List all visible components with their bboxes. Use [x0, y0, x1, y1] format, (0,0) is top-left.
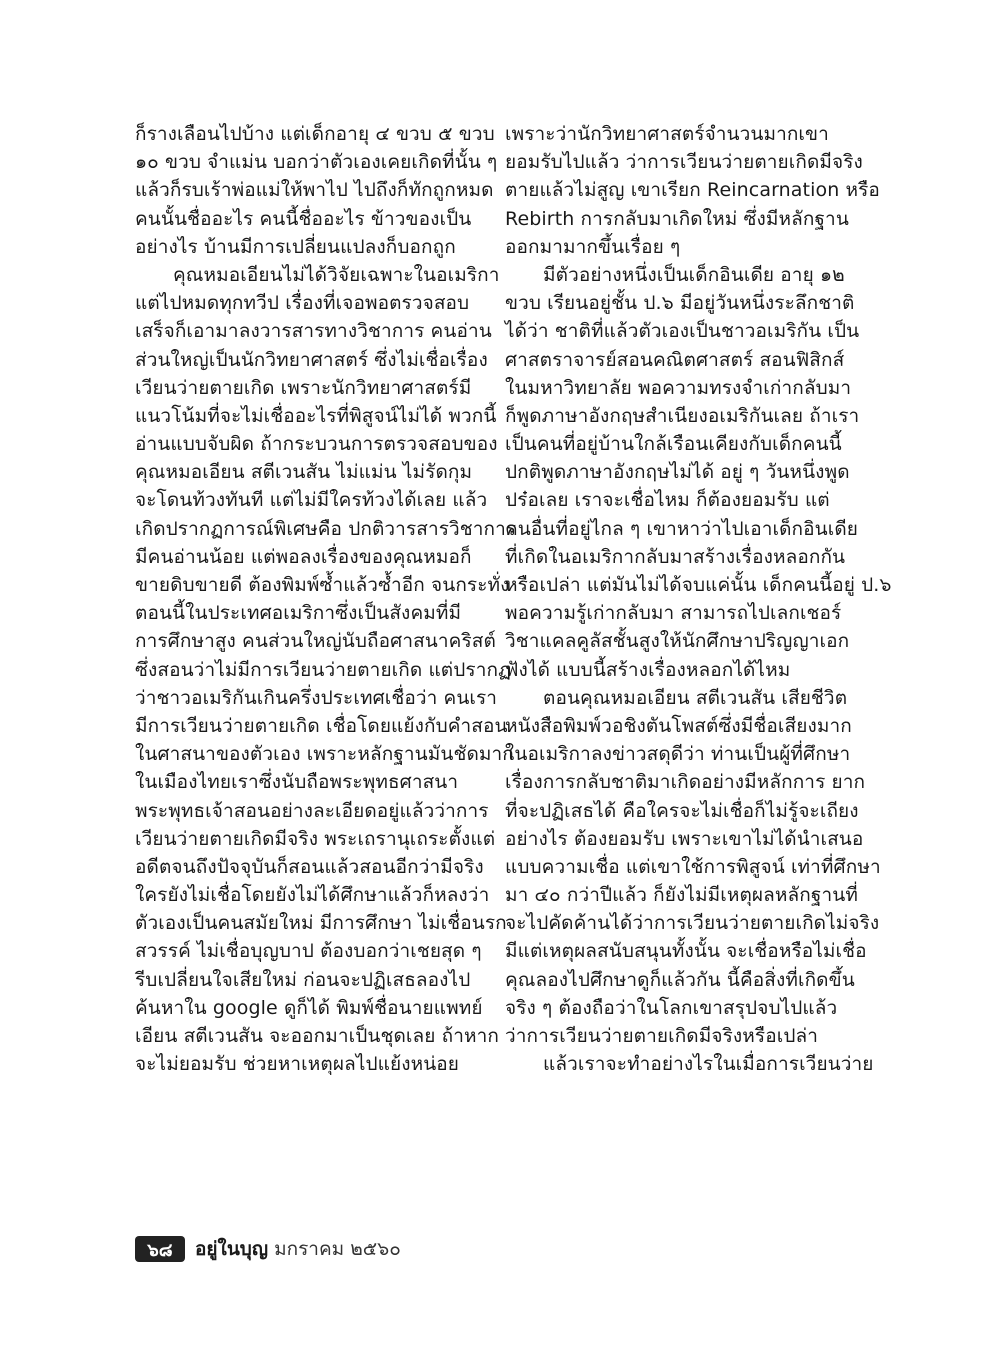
- text-line: เอียน สตีเวนสัน จะออกมาเป็นชุดเลย ถ้าหาก: [135, 1025, 499, 1047]
- text-line: ในมหาวิทยาลัย พอความทรงจำเก่ากลับมา: [505, 376, 852, 399]
- page-number: ๖๘: [135, 1236, 185, 1262]
- text-line: ค้นหาใน google ดูก็ได้ พิมพ์ชื่อนายแพทย์: [135, 996, 483, 1019]
- text-line: ปร๋อเลย เราจะเชื่อไหม ก็ต้องยอมรับ แต่: [505, 489, 830, 512]
- text-line: คนอื่นที่อยู่ไกล ๆ เขาหาว่าไปเอาเด็กอินเดีย: [505, 517, 859, 540]
- text-line: จริง ๆ ต้องถือว่าในโลกเขาสรุปจบไปแล้ว: [505, 996, 838, 1019]
- text-line: เวียนว่ายตายเกิด เพราะนักวิทยาศาสตร์มี: [135, 376, 472, 399]
- text-line: แล้วก็รบเร้าพ่อแม่ให้พาไป ไปถึงก็ทักถูกหมด: [135, 179, 494, 202]
- text-line: จะโดนท้วงทันที แต่ไม่มีใครท้วงได้เลย แล้ว: [135, 489, 488, 512]
- text-line: จะไปคัดค้านได้ว่าการเวียนว่ายตายเกิดไม่จริง: [505, 912, 880, 935]
- text-line: มีแต่เหตุผลสนับสนุนทั้งนั้น จะเชื่อหรือไม่เชื่อ: [505, 940, 867, 963]
- issue-date: มกราคม ๒๕๖๐: [274, 1238, 401, 1260]
- page-footer: [135, 1236, 401, 1262]
- text-line: สวรรค์ ไม่เชื่อบุญบาป ต้องบอกว่าเชยสุด ๆ: [135, 940, 482, 963]
- text-line: คุณลองไปศึกษาดูก็แล้วกัน นี้คือสิ่งที่เกิดขึ้น: [505, 968, 855, 991]
- text-line: ขายดิบขายดี ต้องพิมพ์ซ้ำแล้วซ้ำอีก จนกระทั่ง: [135, 574, 510, 596]
- text-line: ได้ว่า ชาติที่แล้วตัวเองเป็นชาวอเมริกัน เป็น: [505, 320, 860, 343]
- text-line: อย่างไร บ้านมีการเปลี่ยนแปลงก็บอกถูก: [135, 235, 456, 258]
- text-line: จะไม่ยอมรับ ช่วยหาเหตุผลไปแย้งหน่อย: [135, 1053, 460, 1076]
- text-line: แล้วเราจะทำอย่างไรในเมื่อการเวียนว่าย: [543, 1053, 874, 1076]
- text-line: ส่วนใหญ่เป็นนักวิทยาศาสตร์ ซึ่งไม่เชื่อเรื่อง: [135, 348, 488, 371]
- magazine-name: อยู่ในบุญ: [195, 1238, 269, 1260]
- text-line: ในอเมริกาลงข่าวสดุดีว่า ท่านเป็นผู้ที่ศึกษา: [505, 743, 851, 766]
- text-line: เวียนว่ายตายเกิดมีจริง พระเถรานุเถระตั้งแต่: [135, 827, 496, 850]
- text-line: ก็พูดภาษาอังกฤษสำเนียงอเมริกันเลย ถ้าเรา: [505, 404, 860, 427]
- text-line: อ่านแบบจับผิด ถ้ากระบวนการตรวจสอบของ: [135, 433, 498, 456]
- text-line: แต่ไปหมดทุกทวีป เรื่องที่เจอพอตรวจสอบ: [135, 292, 470, 315]
- text-line: การศึกษาสูง คนส่วนใหญ่นับถือศาสนาคริสต์: [135, 630, 496, 653]
- text-line: คนนั้นชื่ออะไร คนนี้ชื่ออะไร ข้าวของเป็น: [135, 207, 472, 230]
- text-line: เกิดปรากฏการณ์พิเศษคือ ปกติวารสารวิชาการ: [135, 517, 517, 540]
- text-line: หนังสือพิมพ์วอชิงตันโพสต์ซึ่งมีชื่อเสียงมาก: [505, 714, 852, 737]
- text-line: หรือเปล่า แต่มันไม่ได้จบแค่นั้น เด็กคนนี้อยู่ ป.๖: [505, 574, 892, 596]
- text-line: ปกติพูดภาษาอังกฤษไม่ได้ อยู่ ๆ วันหนึ่งพูด: [505, 461, 850, 484]
- text-line: ตอนนี้ในประเทศอเมริกาซึ่งเป็นสังคมที่มี: [135, 602, 462, 625]
- text-line: ว่าการเวียนว่ายตายเกิดมีจริงหรือเปล่า: [505, 1025, 818, 1047]
- text-line: มีการเวียนว่ายตายเกิด เชื่อโดยแย้งกับคำสอน: [135, 714, 508, 737]
- text-line: วิชาแคลคูลัสชั้นสูงให้นักศึกษาปริญญาเอก: [505, 630, 850, 653]
- text-line: ฟังได้ แบบนี้สร้างเรื่องหลอกได้ไหม: [505, 658, 791, 681]
- left-column: [135, 120, 517, 1078]
- text-line: มีคนอ่านน้อย แต่พอลงเรื่องของคุณหมอก็: [135, 545, 472, 568]
- text-line: ที่จะปฏิเสธได้ คือใครจะไม่เชื่อก็ไม่รู้จะเถียง: [505, 799, 859, 822]
- text-line: ว่าชาวอเมริกันเกินครึ่งประเทศเชื่อว่า คนเรา: [135, 686, 498, 709]
- text-line: เสร็จก็เอามาลงวารสารทางวิชาการ คนอ่าน: [135, 320, 492, 343]
- text-line: เพราะว่านักวิทยาศาสตร์จำนวนมากเขา: [505, 123, 829, 145]
- text-line: ออกมามากขึ้นเรื่อย ๆ: [505, 235, 681, 258]
- text-line: คุณหมอเอียน สตีเวนสัน ไม่แม่น ไม่รัดกุม: [135, 461, 473, 484]
- text-line: ยอมรับไปแล้ว ว่าการเวียนว่ายตายเกิดมีจริง: [505, 151, 863, 174]
- text-line: ในเมืองไทยเราซึ่งนับถือพระพุทธศาสนา: [135, 771, 459, 794]
- text-line: อดีตจนถึงปัจจุบันก็สอนแล้วสอนอีกว่ามีจริง: [135, 855, 484, 878]
- text-line: ตายแล้วไม่สูญ เขาเรียก Reincarnation หรือ: [505, 179, 880, 202]
- text-line: ตัวเองเป็นคนสมัยใหม่ มีการศึกษา ไม่เชื่อนรก: [135, 912, 507, 935]
- text-line: แนวโน้มที่จะไม่เชื่ออะไรที่พิสูจน์ไม่ได้ พวกนี้: [135, 404, 497, 427]
- text-line: ที่เกิดในอเมริกากลับมาสร้างเรื่องหลอกกัน: [505, 545, 846, 568]
- text-line: ใครยังไม่เชื่อโดยยังไม่ได้ศึกษาแล้วก็หลงว่า: [135, 884, 490, 907]
- text-line: ศาสตราจารย์สอนคณิตศาสตร์ สอนฟิสิกส์: [505, 348, 845, 371]
- text-line: อย่างไร ต้องยอมรับ เพราะเขาไม่ได้นำเสนอ: [505, 827, 864, 850]
- text-line: มา ๔๐ กว่าปีแล้ว ก็ยังไม่มีเหตุผลหลักฐานที่: [505, 884, 858, 907]
- text-line: ตอนคุณหมอเอียน สตีเวนสัน เสียชีวิต: [543, 686, 848, 709]
- right-column: [505, 120, 892, 1078]
- text-line: ซึ่งสอนว่าไม่มีการเวียนว่ายตายเกิด แต่ปรากฏ: [135, 658, 511, 681]
- text-line: ขวบ เรียนอยู่ชั้น ป.๖ มีอยู่วันหนึ่งระลึกชาติ: [505, 292, 855, 315]
- text-line: พอความรู้เก่ากลับมา สามารถไปเลกเชอร์: [505, 602, 842, 625]
- text-line: พระพุทธเจ้าสอนอย่างละเอียดอยู่แล้วว่าการ: [135, 799, 489, 822]
- text-line: คุณหมอเอียนไม่ได้วิจัยเฉพาะในอเมริกา: [173, 263, 500, 286]
- text-line: ในศาสนาของตัวเอง เพราะหลักฐานมันชัดมาก: [135, 743, 514, 766]
- text-line: รีบเปลี่ยนใจเสียใหม่ ก่อนจะปฏิเสธลองไป: [135, 968, 471, 991]
- text-line: ก็รางเลือนไปบ้าง แต่เด็กอายุ ๔ ขวบ ๕ ขวบ: [135, 123, 495, 145]
- text-line: มีตัวอย่างหนึ่งเป็นเด็กอินเดีย อายุ ๑๒: [543, 263, 845, 286]
- text-line: เป็นคนที่อยู่บ้านใกล้เรือนเคียงกับเด็กคนนี้: [505, 433, 842, 456]
- text-line: ๑๐ ขวบ จำแม่น บอกว่าตัวเองเคยเกิดที่นั้น ๆ: [135, 151, 498, 174]
- text-line: แบบความเชื่อ แต่เขาใช้การพิสูจน์ เท่าที่ศึกษา: [505, 855, 881, 878]
- text-line: Rebirth การกลับมาเกิดใหม่ ซึ่งมีหลักฐาน: [505, 207, 849, 230]
- text-line: เรื่องการกลับชาติมาเกิดอย่างมีหลักการ ยาก: [505, 771, 866, 794]
